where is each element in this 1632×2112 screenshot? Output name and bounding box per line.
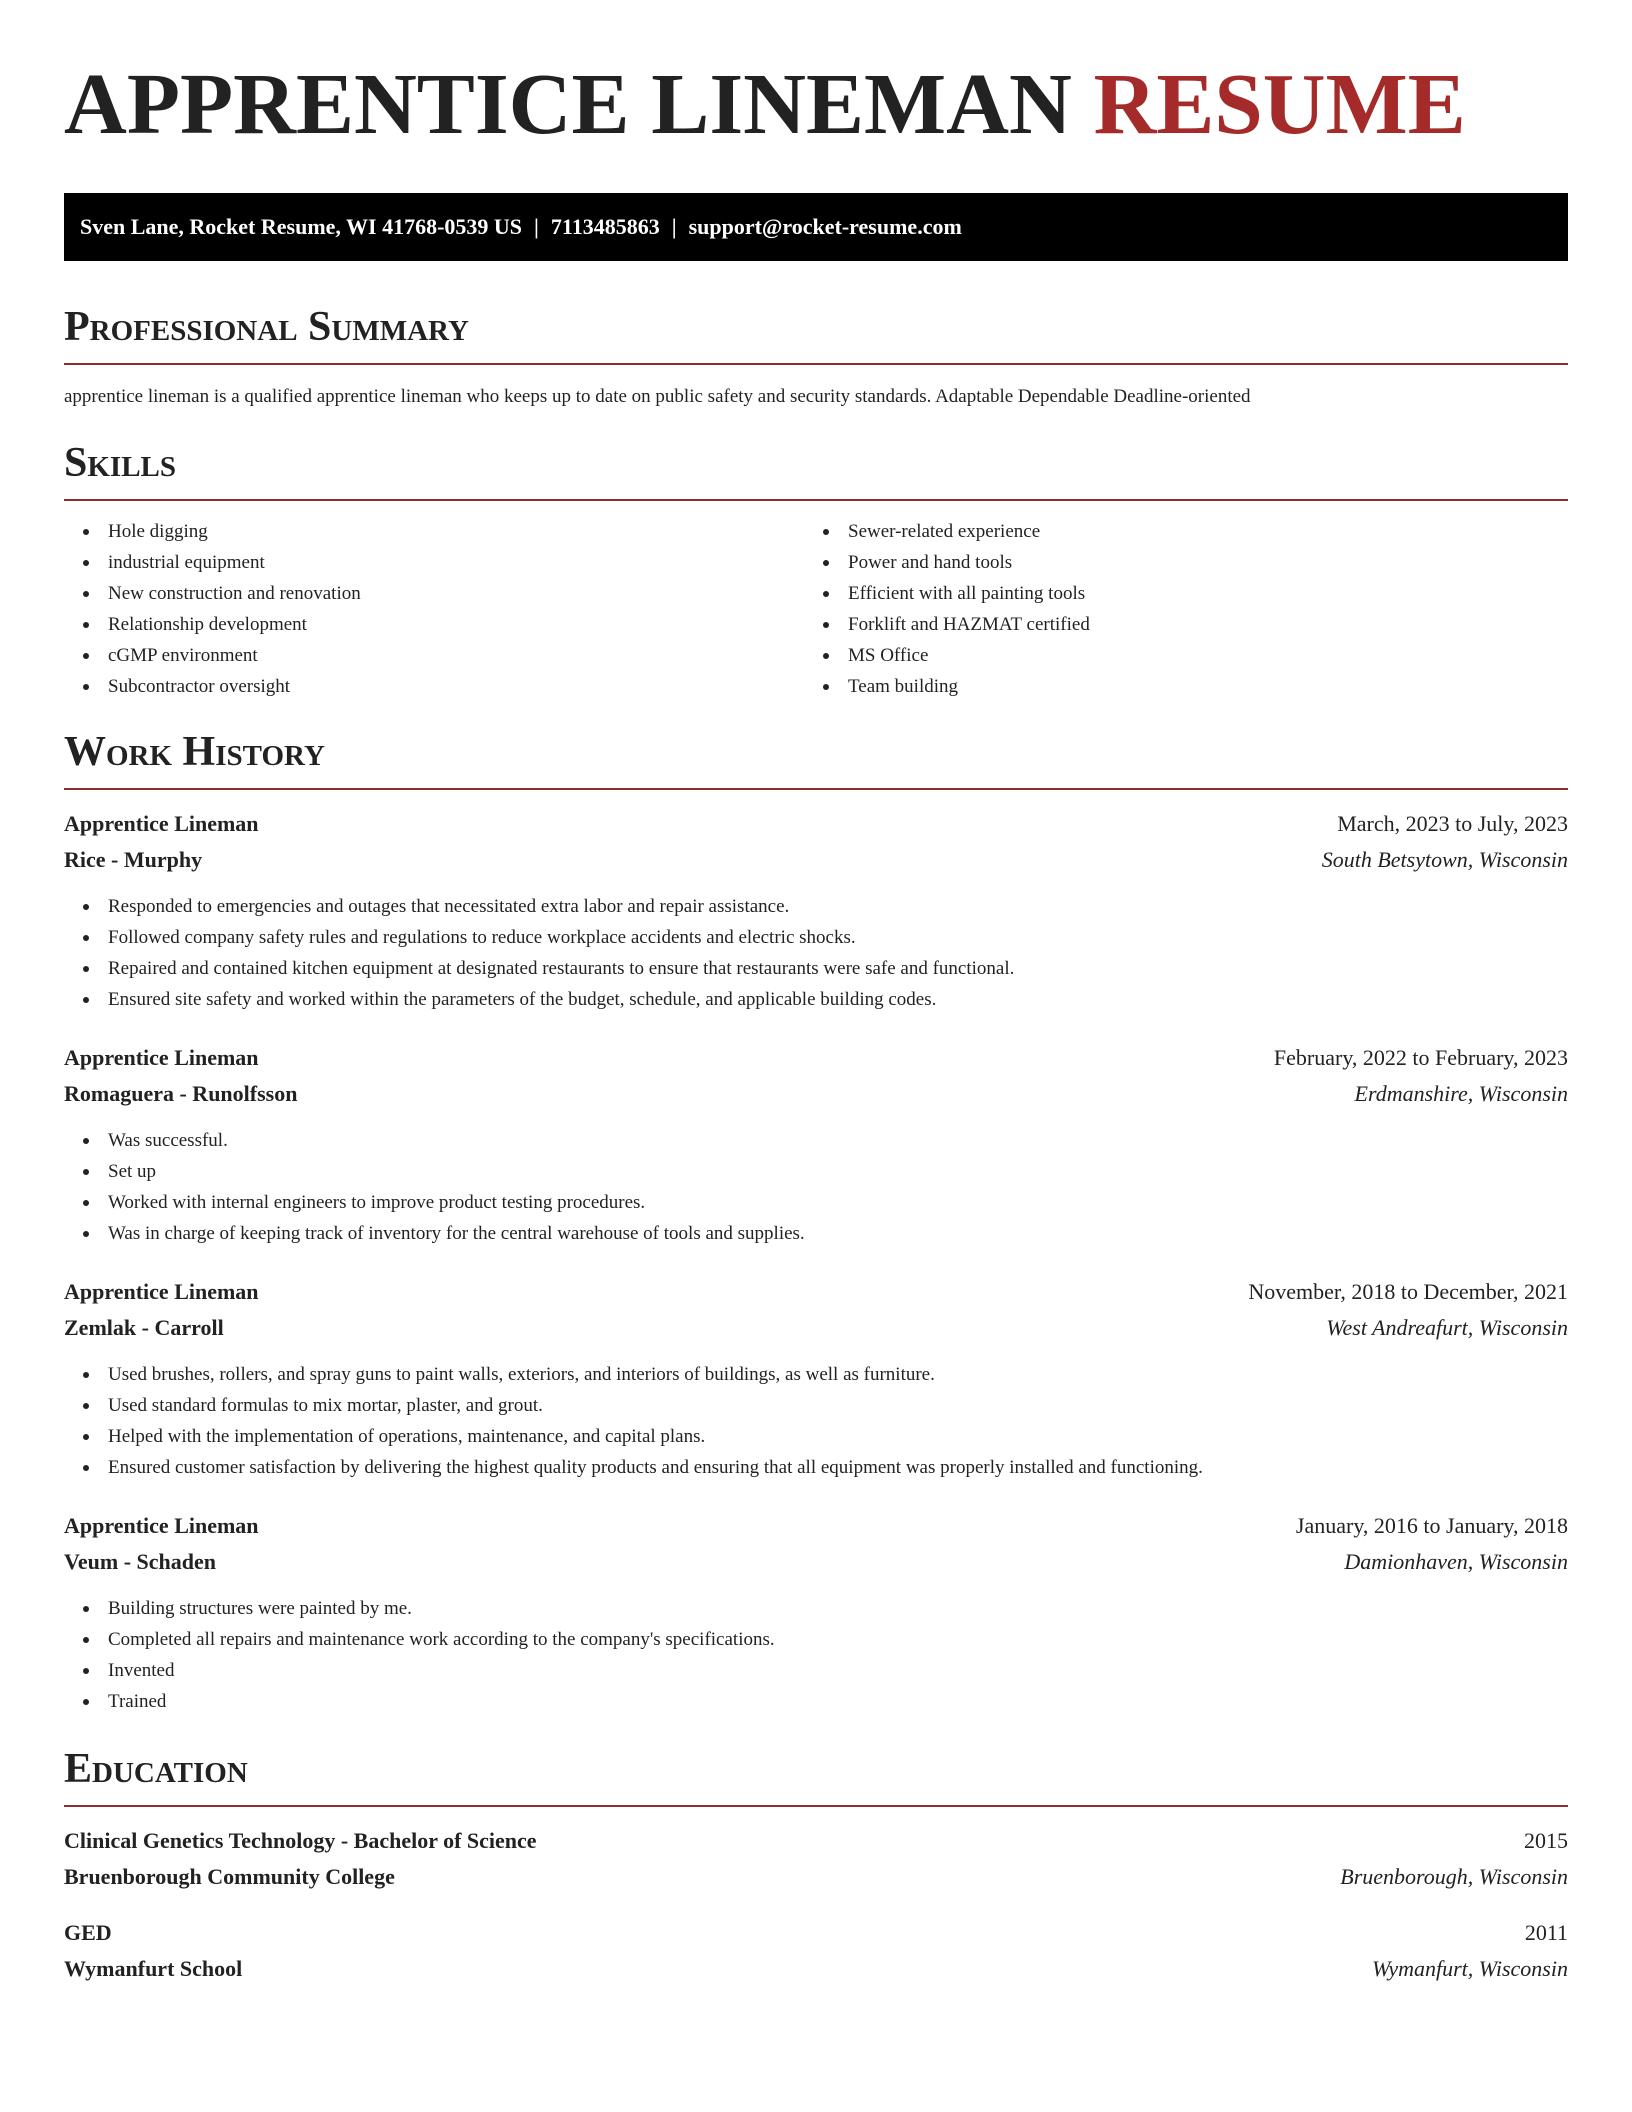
job-bullets [64,891,1568,1015]
contact-separator: | [671,214,677,239]
job-bullet: Was in charge of keeping track of inventory for the central warehouse of tools and supplies. [64,1218,1568,1249]
title-accent: RESUME [1093,55,1466,152]
contact-separator: | [534,214,539,239]
job-bullet: Ensured customer satisfaction by delivering the highest quality products and ensuring that all equipment was properly installed and functioning. [64,1452,1568,1483]
education-location: Wymanfurt, Wisconsin [1372,1956,1568,1981]
job-title: Apprentice Lineman [64,1513,259,1538]
job-bullets [64,1593,1568,1717]
education-school: Wymanfurt School [64,1956,243,1981]
education-degree: GED [64,1920,112,1945]
skill-item: Forklift and HAZMAT certified [804,609,1544,640]
section-heading-summary: Professional Summary [64,304,469,350]
title-main: APPRENTICE LINEMAN [64,55,1072,152]
job-dates: November, 2018 to December, 2021 [1248,1279,1568,1304]
job-bullet: Invented [64,1655,1568,1686]
job-bullet: Worked with internal engineers to improve product testing procedures. [64,1187,1568,1218]
job-location: West Andreafurt, Wisconsin [1326,1315,1568,1340]
skills-list-left [64,516,804,702]
skill-item: Power and hand tools [804,547,1544,578]
education-year: 2015 [1524,1828,1568,1853]
job-bullet: Used standard formulas to mix mortar, plaster, and grout. [64,1390,1568,1421]
job-location: South Betsytown, Wisconsin [1321,847,1568,872]
summary-text: apprentice lineman is a qualified apprentice lineman who keeps up to date on public safety and security standards. Adaptable Dependable Deadline-oriented [64,386,1251,407]
job-bullet: Helped with the implementation of operations, maintenance, and capital plans. [64,1421,1568,1452]
education-school: Bruenborough Community College [64,1864,395,1889]
section-heading-work: Work History [64,729,325,775]
skill-item: Hole digging [64,516,804,547]
job-company: Zemlak - Carroll [64,1315,224,1340]
skill-item: Relationship development [64,609,804,640]
skill-item: Sewer-related experience [804,516,1544,547]
job-entry [64,1040,1568,1249]
job-company: Romaguera - Runolfsson [64,1081,298,1106]
job-dates: February, 2022 to February, 2023 [1273,1045,1568,1070]
education-year: 2011 [1524,1920,1568,1945]
job-entry [64,1274,1568,1483]
job-title: Apprentice Lineman [64,811,259,836]
skill-item: Team building [804,671,1544,702]
skill-item: cGMP environment [64,640,804,671]
education-location: Bruenborough, Wisconsin [1340,1864,1568,1889]
job-title: Apprentice Lineman [64,1045,259,1070]
skill-item: Efficient with all painting tools [804,578,1544,609]
skill-item: industrial equipment [64,547,804,578]
section-heading-education: Education [64,1746,248,1792]
job-location: Damionhaven, Wisconsin [1344,1549,1568,1574]
job-bullet: Repaired and contained kitchen equipment at designated restaurants to ensure that restaurants were safe and functional. [64,953,1568,984]
education-section [64,1745,1568,1987]
section-divider [64,1805,1568,1807]
contact-bar [64,193,1568,261]
job-entry [64,1508,1568,1717]
education-entry [64,1823,1568,1895]
contact-email: support@rocket-resume.com [688,214,962,239]
skills-list-right [804,516,1544,702]
job-bullets [64,1359,1568,1483]
work-history-section [64,728,1568,1717]
job-bullet: Followed company safety rules and regulations to reduce workplace accidents and electric shocks. [64,922,1568,953]
job-entry [64,806,1568,1015]
section-divider [64,499,1568,501]
job-company: Veum - Schaden [64,1549,216,1574]
job-location: Erdmanshire, Wisconsin [1354,1081,1568,1106]
contact-phone: 7113485863 [550,214,660,239]
job-bullet: Responded to emergencies and outages that necessitated extra labor and repair assistance. [64,891,1568,922]
job-bullet: Completed all repairs and maintenance work according to the company's specifications. [64,1624,1568,1655]
skill-item: Subcontractor oversight [64,671,804,702]
section-divider [64,788,1568,790]
education-entry [64,1915,1568,1987]
job-bullet: Was successful. [64,1125,1568,1156]
skill-item: New construction and renovation [64,578,804,609]
page-title [64,0,1568,150]
summary-section [64,303,1568,409]
section-heading-skills: Skills [64,440,177,486]
education-degree: Clinical Genetics Technology - Bachelor of Science [64,1828,537,1853]
job-bullets [64,1125,1568,1249]
job-bullet: Building structures were painted by me. [64,1593,1568,1624]
job-bullet: Set up [64,1156,1568,1187]
job-bullet: Ensured site safety and worked within the parameters of the budget, schedule, and applicable building codes. [64,984,1568,1015]
job-dates: January, 2016 to January, 2018 [1295,1513,1568,1538]
job-bullet: Trained [64,1686,1568,1717]
skills-section [64,439,1568,702]
skill-item: MS Office [804,640,1544,671]
job-title: Apprentice Lineman [64,1279,259,1304]
skills-grid [64,516,1568,702]
contact-address: Sven Lane, Rocket Resume, WI 41768-0539 US [80,214,523,239]
job-dates: March, 2023 to July, 2023 [1337,811,1568,836]
section-divider [64,363,1568,365]
job-bullet: Used brushes, rollers, and spray guns to paint walls, exteriors, and interiors of buildings, as well as furniture. [64,1359,1568,1390]
job-company: Rice - Murphy [64,847,203,872]
